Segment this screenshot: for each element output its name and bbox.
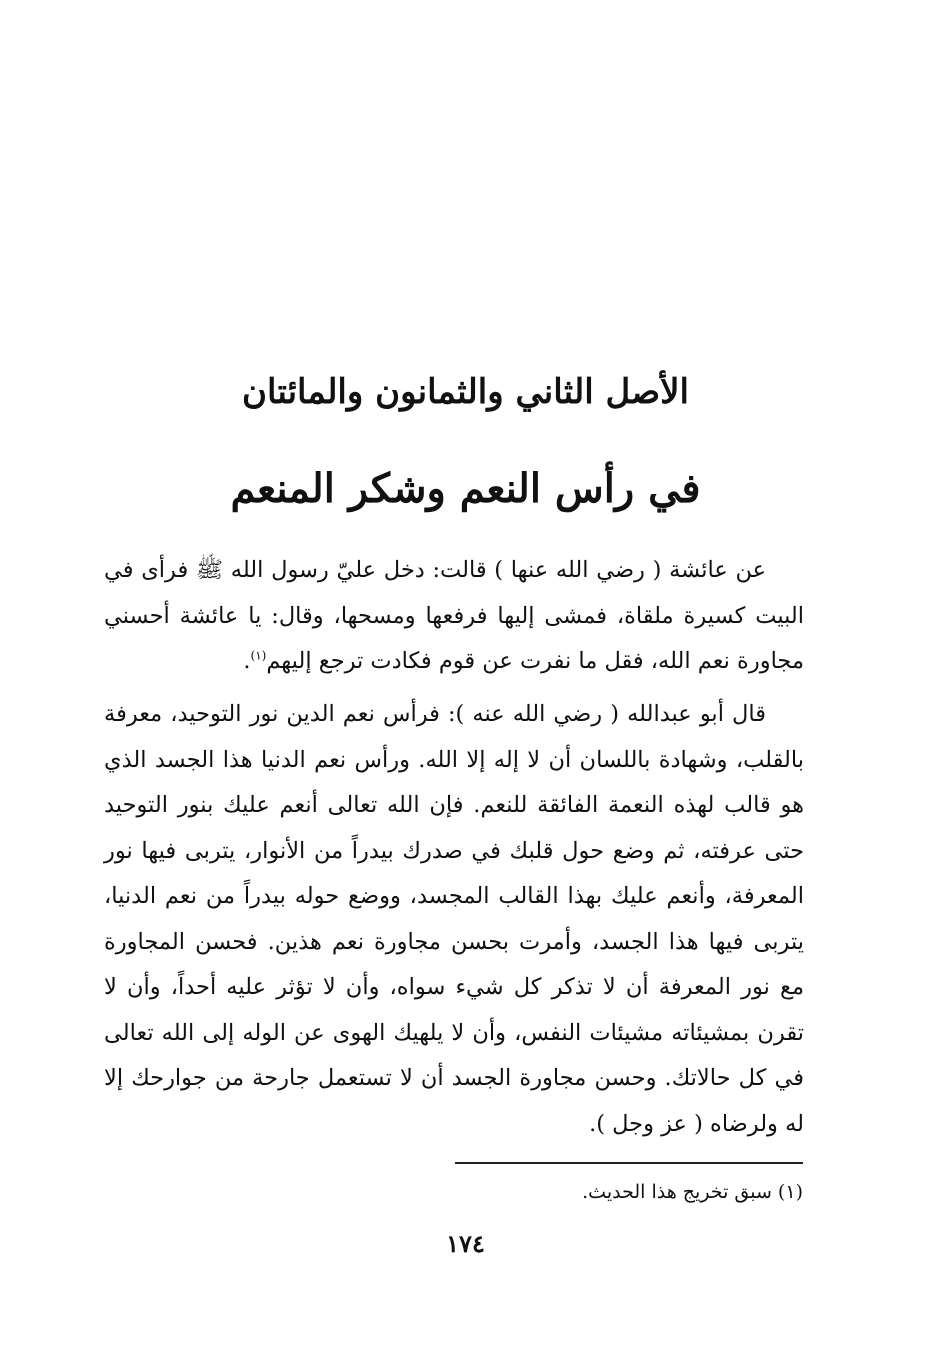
hadith-paragraph	[104, 548, 804, 685]
footnote: (١) سبق تخريج هذا الحديث.	[582, 1181, 803, 1203]
hadith-end-mark: .	[243, 648, 251, 674]
chapter-subtitle: في رأس النعم وشكر المنعم	[230, 465, 701, 512]
page-number: ١٧٤	[446, 1229, 485, 1258]
footnote-reference: (١)	[250, 648, 267, 663]
hadith-text: عن عائشة ( رضي الله عنها ) قالت: دخل عليّ رسول الله ﷺ فرأى في البيت كسيرة ملقاة، فمشى إليها فرفعها ومسحها، وقال: يا عائشة أحسني مجاورة نعم الله، فقل ما نفرت عن قوم فكادت ترجع إليهم	[104, 557, 804, 674]
footnote-divider	[455, 1162, 803, 1164]
commentary-paragraph	[104, 692, 804, 1147]
chapter-title: الأصل الثاني والثمانون والمائتان	[242, 372, 689, 412]
commentary-text: قال أبو عبدالله ( رضي الله عنه ): فرأس نعم الدين نور التوحيد، معرفة بالقلب، وشهادة باللسان أن لا إله إلا الله. ورأس نعم الدنيا هذا الجسد الذي هو قالب لهذه النعمة الفائقة للنعم. فإن الله تعالى أنعم عليك بنور التوحيد حتى عرفته، ثم وضع حول قلبك في صدرك بيدراً من الأنوار، يتربى فيها نور المعرفة، وأنعم عليك بهذا القالب المجسد، ووضع حوله بيدراً من نعم الدنيا، يتربى فيها هذا الجسد، وأمرت بحسن مجاورة نعم هذين. فحسن المجاورة مع نور المعرفة أن لا تذكر كل شيء سواه، وأن لا تؤثر عليه أحداً، وأن لا تقرن بمشيئاته مشيئات النفس، وأن لا يلهيك الهوى عن الوله إلى الله تعالى في كل حالاتك. وحسن مجاورة الجسد أن لا تستعمل جارحة من جوارحك إلا له ولرضاه ( عز وجل ).	[104, 701, 804, 1137]
